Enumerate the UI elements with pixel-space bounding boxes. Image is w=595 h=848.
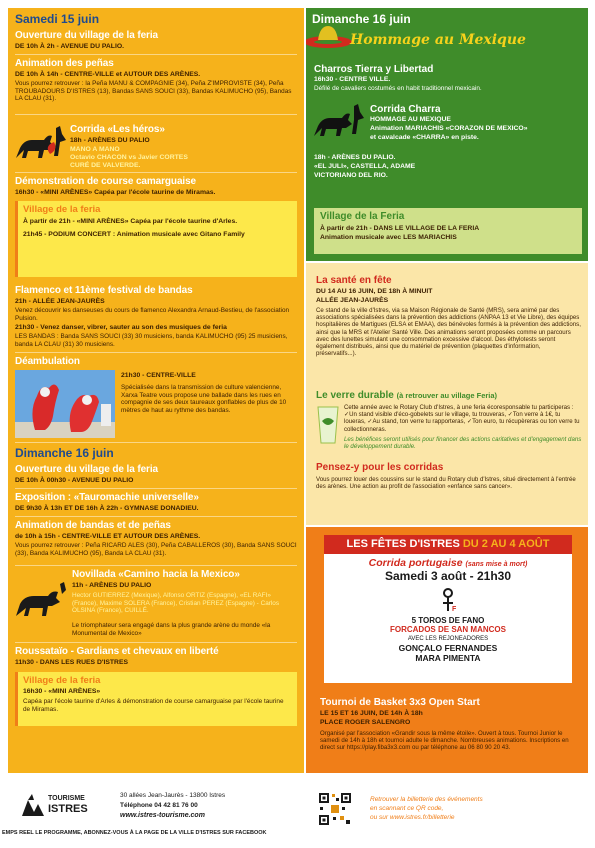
charros-title: Charros Tierra y Libertad [314, 64, 434, 75]
deamb-text: Spécialisée dans la transmission de culture valencienne, Xarxa Teatre vous propose une ballade dans les rues en compagnie de ses deux taureaux gonflables de plus de 10 mètres de haut au rythme des bandas. [121, 384, 287, 414]
village2-box [15, 672, 297, 726]
basket-sub1: LE 15 ET 16 JUIN, DE 14h À 18h [320, 710, 423, 717]
left-column [8, 8, 304, 773]
logo-text1: TOURISME [48, 795, 85, 802]
novillada-title: Novillada «Camino hacia la Mexico» [72, 569, 240, 580]
matador-bull-icon [14, 120, 68, 162]
rt-arenes-l3: VICTORIANO DEL RIO. [314, 172, 388, 179]
tourisme-logo-icon [20, 792, 46, 818]
hommage-title: Hommage au Mexique [350, 32, 526, 48]
demo-title: Démonstration de course camarguaise [15, 176, 197, 187]
right-top-panel [306, 8, 588, 261]
verre-text2: Les bénéfices seront utilisés pour financer des actions caritatives et d'engagement dans le développement durable. [344, 436, 582, 451]
village2-l1: 16h30 - «MINI ARÈNES» [23, 688, 101, 696]
corrida-l3: Octavio CHACON vs Javier CORTES [70, 154, 188, 161]
flamenco-text2: LES BANDAS : Banda SANS SOUCI (33) 30 musiciens, banda KALIMUCHO (95) 25 musiciens, banda LA CLAU (31) 30 musiciens. [15, 333, 288, 348]
rt-corrida-l2: Animation MARIACHIS «CORAZON DE MEXICO» [370, 125, 528, 132]
village1-l2: 21h45 - PODIUM CONCERT : Animation musicale avec Gitano Family [23, 231, 245, 239]
charros-sub: 16h30 - CENTRE VILLE. [314, 76, 391, 83]
billet-line3[interactable]: ou sur www.istres.fr/billetterie [370, 814, 455, 821]
ouverture-title: Ouverture du village de la feria [15, 30, 158, 41]
rt-arenes-l1: 18h - ARÈNES DU PALIO. [314, 154, 396, 161]
corrida-l1: 18h - ARÈNES DU PALIO [70, 137, 150, 144]
rejoneador-1: GONÇALO FERNANDES [398, 642, 498, 653]
day2-title: Dimanche 16 juin [15, 446, 114, 460]
toros: 5 TOROS DE FANO [411, 615, 485, 625]
demo-sub: 16h30 - «MINI ARÈNES» Capéa par l'école taurine de Miramas. [15, 189, 216, 196]
rt-day-title: Dimanche 16 juin [312, 12, 411, 26]
verre-title: Le verre durable (à retrouver au village Feria) [316, 390, 498, 401]
billet-line1: Retrouver la billetterie des événements [370, 796, 483, 803]
billet-line2: en scannant ce QR code, [370, 805, 444, 812]
village1-l1: À partir de 21h - «MINI ARÈNES» Capéa par l'école taurine d'Arles. [23, 218, 238, 226]
flamenco-sub: 21h - ALLÉE JEAN-JAURÈS [15, 298, 105, 305]
flamenco-title: Flamenco et 11ème festival de bandas [15, 285, 193, 296]
sante-sub1: DU 14 AU 16 JUIN, DE 18h À MINUIT [316, 288, 433, 295]
animation-title: Animation des peñas [15, 58, 114, 69]
corrida-title: Corrida «Les héros» [70, 124, 165, 135]
fetes-box [324, 535, 572, 683]
novillada-sub: 11h - ARÈNES DU PALIO [72, 582, 152, 589]
rejoneador-2: MARA PIMENTA [415, 652, 481, 663]
animation-text: Vous pourrez retrouver : la Peña MANU & COMPAGNIE (34), Peña Z'IMPROVISTE (34), Peña TROUBADOURS D'ISTRES (13), Bandas SANS SOUCI (33), Bandas KALIMUCHO (95), Bandas LA CLAU (31). [15, 80, 292, 103]
fetes-date: Samedi 3 août - 21h30 [384, 569, 512, 584]
ouv2-sub: DE 10h À 00h30 - AVENUE DU PALIO [15, 477, 134, 484]
rt-matador-bull-icon [312, 100, 366, 140]
expo-title: Exposition : «Tauromachie universelle» [15, 492, 199, 503]
flamenco-sub2: 21h30 - Venez danser, vibrer, sauter au son des musiques de feria [15, 324, 227, 331]
flamenco-text: Venez découvrir les danseuses du cours de flamenco Alexandra Arnaud-Bestieu, de l'association Pulsion. [15, 307, 290, 322]
rousse-title: Roussataïo - Gardians et chevaux en liberté [15, 646, 219, 657]
footer-web[interactable]: www.istres-tourisme.com [120, 812, 205, 819]
inflatable-bulls-photo [15, 370, 115, 438]
rt-village-l1: À partir de 21h - DANS LE VILLAGE DE LA FERIA [320, 224, 480, 232]
anim2-title: Animation de bandas et de peñas [15, 520, 171, 531]
village2-title: Village de la feria [23, 675, 101, 686]
verre-text: Cette année avec le Rotary Club d'Istres, à une feria écoresponsable tu participeras : ✓Un stand visible d'éco-gobelets sur le village, tu trouveras, ✓Ton verre à 1€, tu loueras, ✓Au stand, ton verre tu rapporteras, ✓Ton euro, tu récupèreras ou ton verre tu collectionneras. [344, 404, 580, 433]
deamb-sub: 21h30 - CENTRE-VILLE [121, 372, 196, 379]
animation-sub: DE 10h À 14h - CENTRE-VILLE et AUTOUR DES ARÈNES. [15, 71, 201, 78]
rt-village-box [314, 208, 582, 254]
qr-code-icon[interactable] [318, 792, 352, 826]
bull-icon [14, 578, 68, 620]
forcados: FORCADOS DE SAN MANCOS [389, 625, 506, 635]
basket-title: Tournoi de Basket 3x3 Open Start [320, 697, 480, 708]
corrida-portugaise: Corrida portugaise (sans mise à mort) [368, 556, 528, 569]
novillada-text2: Le triomphateur sera engagé dans la plus grande arène du monde «la Monumental de Mexico» [72, 622, 271, 637]
charros-text: Défilé de cavaliers costumés en habit traditionnel mexicain. [314, 85, 482, 92]
footer-address: 30 allées Jean-Jaurès - 13800 Istres [120, 792, 226, 799]
pensez-text: Vous pourrez louer des coussins sur le stand du Rotary club d'Istres, situé directement à l'entrée des arènes. Une action au profit de l'association «enfance sans cancer». [316, 476, 576, 491]
ganaderia-brand-icon [437, 587, 459, 613]
right-bottom-panel [306, 527, 588, 773]
pensez-title: Pensez-y pour les corridas [316, 462, 444, 473]
rt-corrida-l1: HOMMAGE AU MEXIQUE [370, 116, 451, 123]
footer [0, 776, 595, 848]
deamb-title: Déambulation [15, 356, 80, 367]
sante-text: Ce stand de la ville d'Istres, via sa Maison Régionale de Santé (MRS), sera animé par des associations spécialisées dans la prévention des addictions (ANPAA 13 et Vie Libre), des équipes hospitalières de Martigues (ELSA et EMAA), des bénévoles formés à la prévention des addictions, ainsi que la MRS et l'Atelier Santé Ville. Des animations seront proposées comme un parcours avec des lunettes simulant une consommation excessive d'alcool. Des éthylotests seront également distribués, ainsi que du matériel de prévention (plaquettes d'information, préservatifs...). [316, 307, 581, 358]
svg-text:F: F [452, 605, 457, 613]
rt-arenes-l2: «EL JULI», CASTELLA, ADAME [314, 163, 416, 170]
village2-l2: Capéa par l'école taurine d'Arles & démonstration de course camarguaise par l'école taurine de Miramas. [23, 698, 284, 713]
right-mid-panel [306, 263, 588, 525]
corrida-charra-title: Corrida Charra [370, 104, 441, 115]
ouverture-sub: DE 10h À 2h - AVENUE DU PALIO. [15, 43, 125, 50]
basket-text: Organisé par l'association «Grandir sous la même étoile». Ouvert à tous. Tournoi Junior le samedi de 14h à 18h et tournoi adulte le dimanche. Nombreuses animations. Inscriptions en direct sur https://play.fiba3x3.com ou par téléphone au 06 80 90 20 43. [320, 730, 569, 752]
sombrero-icon [306, 22, 354, 50]
village1-box [15, 201, 297, 277]
rt-corrida-l3: et cavalcade «CHARRA» en piste. [370, 134, 479, 141]
corrida-l2: MANO A MANO [70, 146, 120, 153]
eco-cup-icon [316, 405, 340, 445]
sante-title: La santé en fête [316, 275, 392, 286]
corrida-l4: CURÉ DE VALVERDE. [70, 162, 141, 169]
fetes-banner: LES FÊTES D'ISTRES DU 2 AU 4 AOÛT [324, 535, 572, 554]
day1-title: Samedi 15 juin [15, 12, 100, 26]
rt-village-l2: Animation musicale avec LES MARIACHIS [320, 233, 457, 241]
expo-sub: DE 9h30 À 13h ET DE 16h À 22h - GYMNASE DONADIEU. [15, 505, 199, 512]
basket-sub2: PLACE ROGER SALENGRO [320, 719, 411, 726]
avec: AVEC LES REJONEADORES [407, 635, 489, 642]
anim2-sub: de 10h à 15h - CENTRE-VILLE ET AUTOUR DES ARÈNES. [15, 533, 201, 540]
rt-village-title: Village de la Feria [320, 211, 405, 222]
rousse-sub: 11h30 - DANS LES RUES D'ISTRES [15, 659, 129, 666]
ouv2-title: Ouverture du village de la feria [15, 464, 158, 475]
anim2-text: Vous pourrez retrouver : Peña RICARD ALES (30), Peña CABALLEROS (30), Banda SANS SOUCI (33), Banda KALIMUCHO (95), Banda LA CLAU (31). [15, 542, 297, 557]
village1-title: Village de la feria [23, 204, 101, 215]
footer-bottom-text: EMPS REEL LE PROGRAMME, ABONNEZ-VOUS À LA PAGE DE LA VILLE D'ISTRES SUR FACEBOOK [2, 830, 267, 836]
logo-text2: ISTRES [48, 803, 88, 815]
sante-sub2: ALLÉE JEAN-JAURÈS [316, 297, 389, 304]
novillada-text: Hector GUTIERREZ (Mexique), Alfonso ORTIZ (Espagne), «EL RAFI» (France), Maxime SOLERA (France), Cristian PEREZ (Espagne) - Carlos OLSINA (France), CUILLÉ. [72, 592, 280, 615]
footer-tel: Téléphone 04 42 81 76 00 [120, 802, 198, 809]
